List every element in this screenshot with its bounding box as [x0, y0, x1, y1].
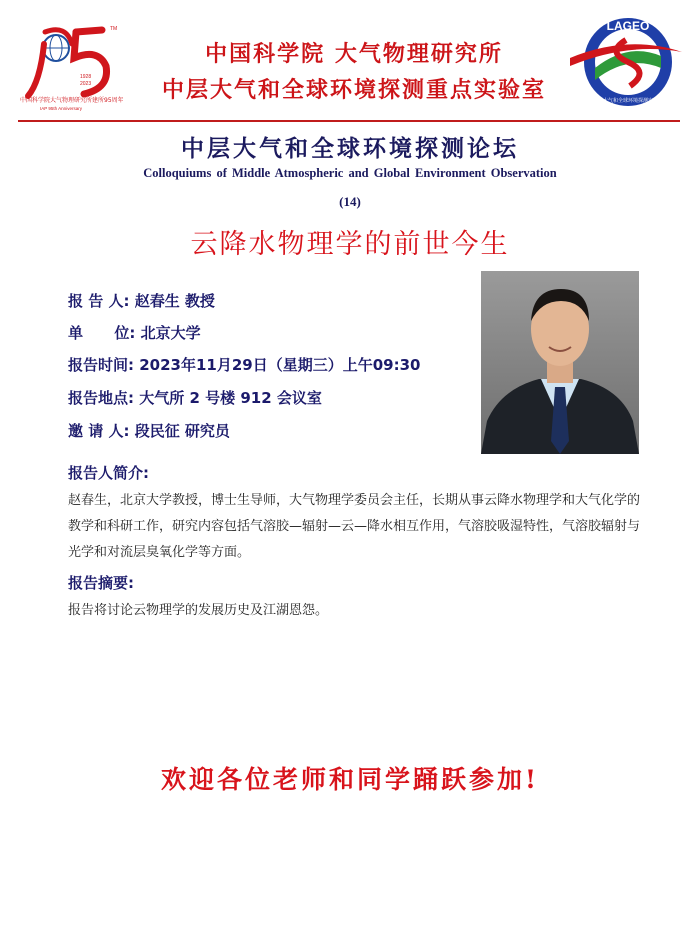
logo-caption-en: IAP 95th Anniversary — [40, 106, 82, 111]
host-row — [68, 420, 230, 441]
lageo-logo — [566, 12, 686, 112]
abstract-text: 报告将讨论云物理学的发展历史及江湖恩怨。 — [68, 603, 329, 618]
anniversary-logo-graphic — [18, 22, 123, 112]
speaker-row — [68, 290, 215, 311]
lageo-text: LAGEO — [606, 19, 650, 33]
institute-name: 中国科学院 大气物理研究所 — [205, 41, 503, 67]
speaker-value: 赵春生 教授 — [134, 292, 215, 310]
logo-year-start: 1928 — [80, 74, 92, 80]
unit-value: 北京大学 — [140, 324, 201, 342]
bio-heading: 报告人简介: — [68, 464, 149, 482]
place-row — [68, 387, 322, 408]
time-row — [68, 354, 420, 375]
institute-title — [128, 36, 580, 108]
logo-tm: TM — [110, 26, 118, 32]
host-label: 邀 请 人: — [68, 422, 130, 440]
welcome-message: 欢迎各位老师和同学踊跃参加! — [161, 765, 539, 794]
logo-year-end: 2023 — [80, 81, 92, 87]
bio-text: 赵春生，北京大学教授，博士生导师，大气物理学委员会主任，长期从事云降水物理学和大气化学的教学和科研工作，研究内容包括气溶胶—辐射—云—降水相互作用，气溶胶吸湿特性，气溶胶辐射与光学和对流层臭氧化学等方面。 — [68, 493, 641, 560]
speaker-photo — [481, 271, 639, 454]
forum-title-cn: 中层大气和全球环境探测论坛 — [181, 135, 519, 162]
header-divider — [18, 120, 680, 122]
logo-caption-cn: 中国科学院大气物理研究所建所95周年 — [20, 97, 123, 104]
speaker-label: 报 告 人: — [68, 292, 130, 310]
anniversary-logo — [18, 22, 123, 112]
abstract-heading: 报告摘要: — [68, 574, 134, 592]
forum-number: (14) — [339, 194, 361, 209]
time-value: 2023年11月29日（星期三）上午09:30 — [139, 356, 421, 374]
laboratory-name: 中层大气和全球环境探测重点实验室 — [161, 77, 546, 103]
unit-label: 单 位: — [68, 324, 136, 342]
forum-title-en: Colloquiums of Middle Atmospheric and Global Environment Observation — [143, 166, 557, 180]
host-value: 段民征 研究员 — [134, 422, 230, 440]
unit-row — [68, 322, 201, 343]
time-label: 报告时间: — [68, 356, 134, 374]
lageo-logo-graphic — [566, 12, 686, 112]
lageo-ring-text: 中层大气和全球环境探测实验室 — [592, 98, 664, 104]
place-value: 大气所 2 号楼 912 会议室 — [139, 389, 322, 407]
header — [0, 0, 700, 122]
place-label: 报告地点: — [68, 389, 134, 407]
speaker-photo-graphic — [481, 271, 639, 454]
talk-title: 云降水物理学的前世今生 — [190, 229, 510, 260]
